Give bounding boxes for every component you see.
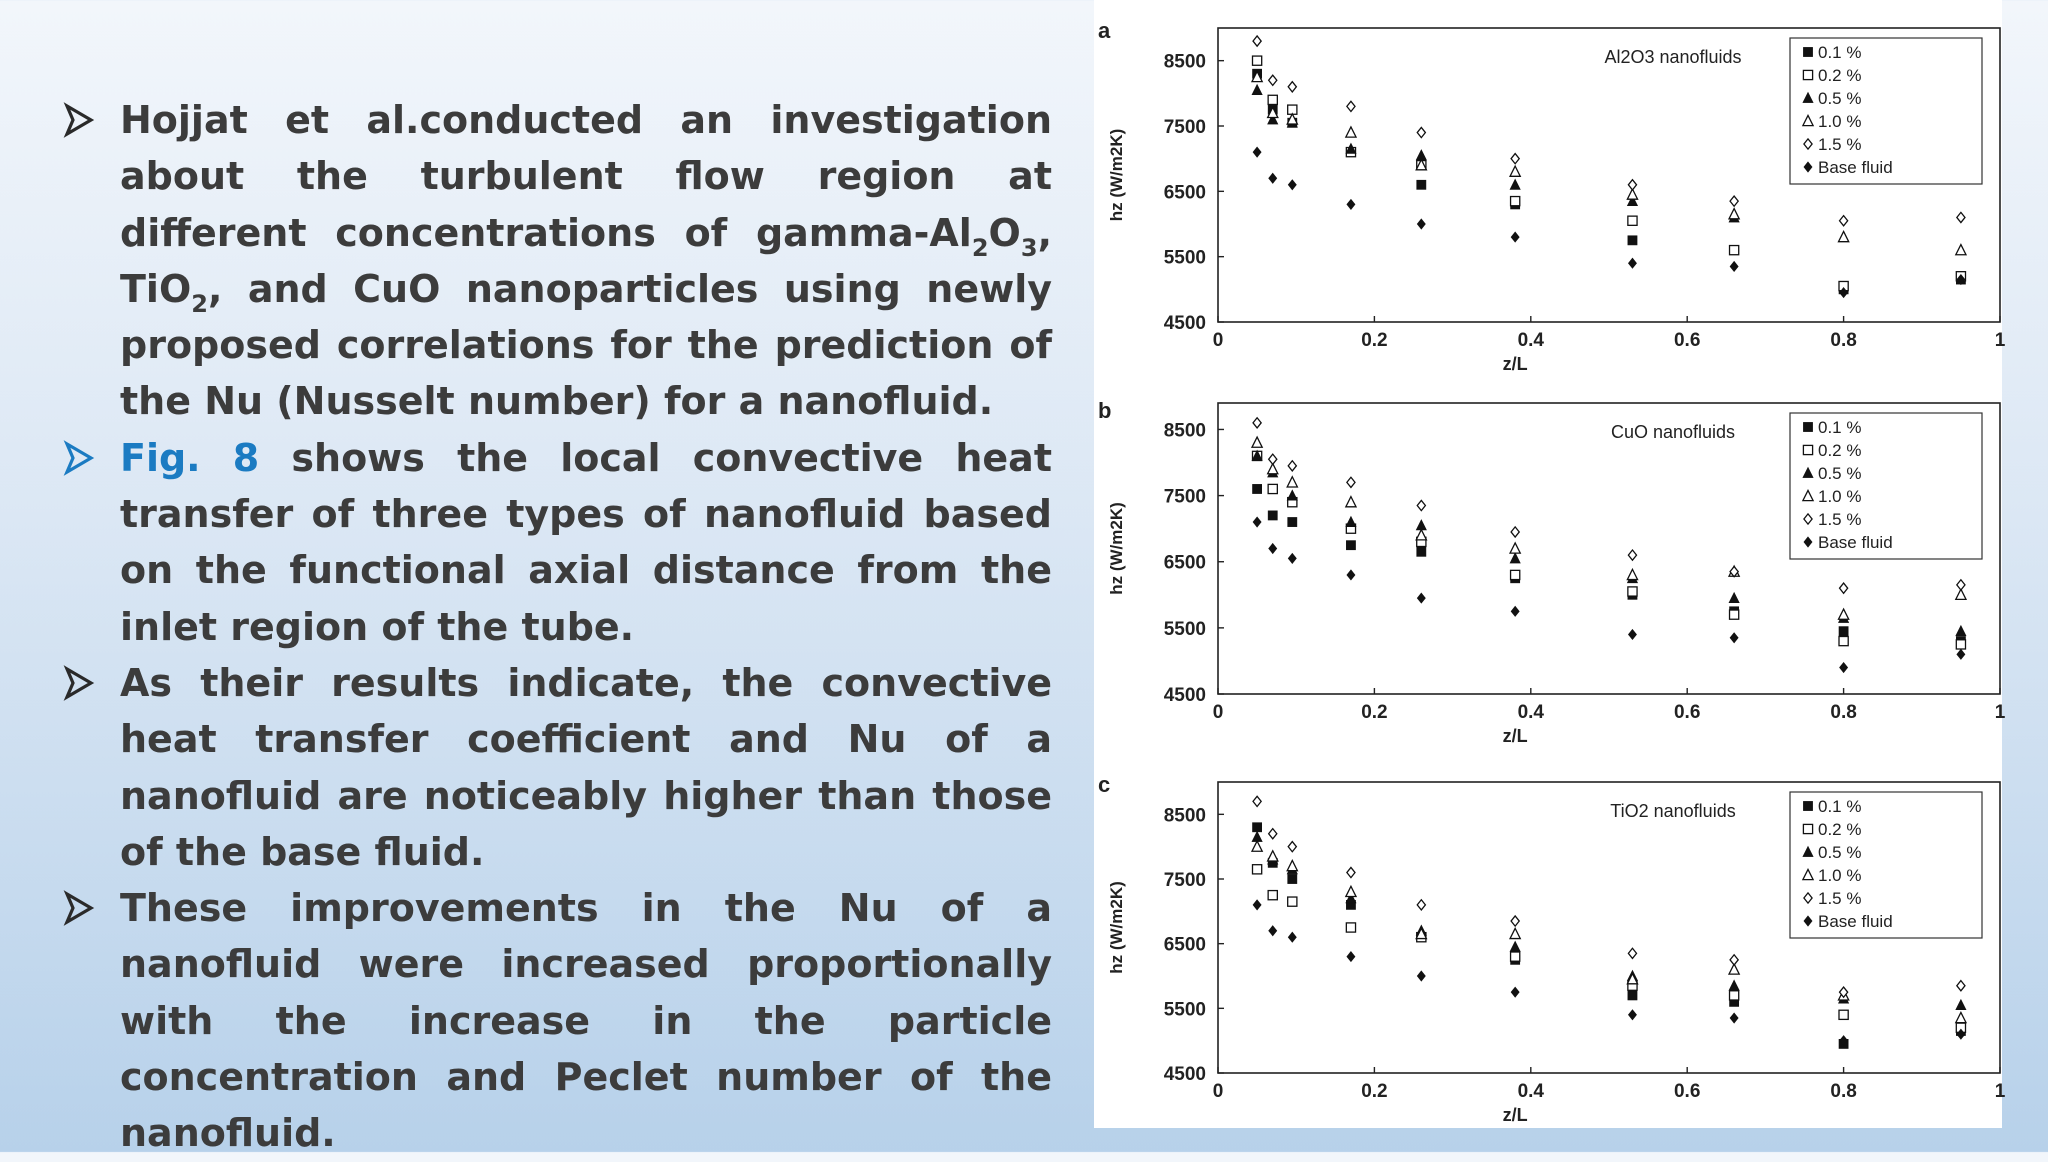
data-point [1268,511,1277,520]
figure-8 [1094,0,2006,1128]
legend-marker [1803,824,1812,833]
data-point [1417,180,1426,189]
data-point [1510,928,1520,938]
data-point [1510,166,1520,176]
data-point [1511,606,1519,616]
y-tick-label: 6500 [1163,552,1206,574]
data-point [1253,147,1261,157]
data-point [1288,180,1296,190]
arrowhead-bullet-icon [64,434,94,482]
data-point [1253,36,1261,46]
data-point [1287,860,1297,870]
data-point [1268,851,1278,861]
data-point [1839,1010,1848,1019]
legend-marker [1803,445,1812,454]
data-point [1957,981,1965,991]
y-tick-label: 4500 [1163,1064,1206,1085]
figure-svg [1094,0,2006,1128]
data-point [1253,796,1261,806]
x-tick-label: 0.8 [1830,330,1857,351]
bullet-item [60,430,1052,655]
y-tick-label: 6500 [1163,934,1206,956]
legend-entry: Base fluid [1818,912,1893,931]
data-point [1730,246,1739,255]
x-tick-label: 1 [1994,702,2006,723]
data-point [1253,484,1262,493]
data-point [1347,952,1355,962]
legend-marker [1803,422,1812,431]
data-point [1252,841,1262,851]
legend-entry: 1.5 % [1818,135,1862,154]
data-point [1628,587,1637,596]
legend-entry: Base fluid [1818,533,1893,552]
data-point [1288,82,1296,92]
data-point [1287,477,1297,487]
data-point [1628,258,1636,268]
y-tick-label: 5500 [1163,999,1206,1021]
data-point [1628,236,1637,245]
slide-text [60,92,1052,1162]
legend-entry: 0.1 % [1818,797,1862,816]
legend-entry: 1.0 % [1818,866,1862,885]
data-point [1628,1010,1636,1020]
bullet-item [60,655,1052,880]
data-point [1628,991,1637,1000]
x-tick-label: 0.4 [1517,702,1545,723]
data-point [1628,629,1636,639]
data-point [1510,553,1520,563]
arrowhead-bullet-icon [64,96,94,144]
data-point [1346,127,1356,137]
legend-entry: Base fluid [1818,158,1893,177]
data-point [1253,517,1261,527]
data-point [1269,454,1277,464]
data-point [1511,952,1520,961]
data-point [1417,127,1425,137]
data-point [1510,543,1520,553]
data-point [1288,461,1296,471]
data-point [1628,550,1636,560]
data-point [1956,1000,1966,1010]
data-point [1839,609,1849,619]
data-point [1839,627,1848,636]
legend-entry: 1.5 % [1818,889,1862,908]
x-tick-label: 0.4 [1517,330,1545,351]
data-point [1730,610,1739,619]
chart-panel-c [1098,772,2006,1125]
legend-entry: 0.1 % [1818,418,1862,437]
data-point [1347,199,1355,209]
y-axis-label: hz (W/m2K) [1107,502,1126,595]
x-axis-label: z/L [1502,354,1528,374]
data-point [1839,636,1848,645]
y-axis-label: hz (W/m2K) [1107,128,1126,222]
x-tick-label: 0.6 [1673,330,1701,351]
panel-label: c [1098,772,1111,797]
x-tick-label: 0.8 [1830,702,1857,723]
data-point [1252,437,1262,447]
data-point [1511,154,1519,164]
data-point [1268,891,1277,900]
data-point [1269,829,1277,839]
data-point [1627,569,1637,579]
data-point [1416,530,1426,540]
data-point [1957,212,1965,222]
x-tick-label: 0 [1212,1081,1224,1102]
x-tick-label: 0 [1212,330,1224,351]
bullet-text: , TiO [120,210,1052,311]
legend-entry: 0.2 % [1818,441,1862,460]
data-point [1628,180,1636,190]
arrowhead-bullet-icon [64,659,94,707]
data-point [1730,1013,1738,1023]
data-point [1253,418,1261,428]
data-point [1730,991,1739,1000]
data-point [1346,541,1355,550]
data-point [1253,56,1262,65]
data-point [1288,553,1296,563]
data-point [1730,633,1738,643]
panel-label: a [1098,18,1111,43]
data-point [1956,245,1966,255]
legend-marker [1803,70,1812,79]
x-tick-label: 0.6 [1673,702,1701,723]
data-point [1288,842,1296,852]
legend-marker [1803,801,1812,810]
data-point [1729,593,1739,603]
data-point [1347,570,1355,580]
chart-title: TiO2 nanofluids [1610,801,1736,821]
y-tick-label: 7500 [1163,870,1206,891]
legend-entry: 1.0 % [1818,112,1862,131]
data-point [1253,823,1262,832]
bullet-text: Hojjat et al.conducted an investigation about the turbulent flow region at different concentrations of gamma-Al [120,98,1052,255]
data-point [1510,179,1520,189]
figure-reference-link[interactable]: Fig. 8 [120,435,260,480]
bullet-text: These improvements in the Nu of a nanofluid were increased proportionally with the increase in the particle concentration and Peclet number of the nanofluid. [120,886,1052,1156]
data-point [1288,897,1297,906]
data-point [1288,932,1296,942]
data-point [1730,955,1738,965]
legend-entry: 0.5 % [1818,843,1862,862]
x-tick-label: 0.4 [1517,1081,1545,1102]
x-tick-label: 1 [1994,330,2006,351]
data-point [1511,570,1520,579]
data-point [1269,926,1277,936]
chart-title: CuO nanofluids [1610,422,1736,442]
data-point [1957,649,1965,659]
data-point [1511,987,1519,997]
chart-panel-a [1098,18,2006,374]
data-point [1347,101,1355,111]
x-tick-label: 0.8 [1830,1081,1857,1102]
data-point [1628,948,1636,958]
data-point [1288,874,1297,883]
data-point [1511,197,1520,206]
data-point [1729,209,1739,219]
data-point [1269,543,1277,553]
data-point [1957,580,1965,590]
subscript: 2 [191,289,208,318]
bullet-text: O [988,210,1021,255]
data-point [1840,216,1848,226]
data-point [1269,173,1277,183]
panel-label: b [1098,398,1112,423]
subscript: 2 [971,233,989,262]
data-point [1347,477,1355,487]
data-point [1628,216,1637,225]
x-tick-label: 1 [1994,1081,2006,1102]
bullet-text: shows the local convective heat transfer of three types of nanofluid based on the functional axial distance from the inlet region of the tube. [120,435,1052,649]
data-point [1511,232,1519,242]
y-tick-label: 8500 [1163,420,1206,442]
chart-title: Al2O3 nanofluids [1604,47,1742,67]
data-point [1268,95,1277,104]
data-point [1730,261,1738,271]
arrowhead-bullet-icon [64,884,94,932]
y-tick-label: 5500 [1163,618,1206,640]
data-point [1346,923,1355,932]
legend-marker [1803,47,1812,56]
x-tick-label: 0.2 [1361,1081,1388,1102]
data-point [1346,516,1356,526]
y-tick-label: 8500 [1163,805,1206,827]
bullet-text: , and CuO nanoparticles using newly proposed correlations for the prediction of the Nu (Nusselt number) for a nanofluid. [120,266,1052,424]
chart-panel-b [1098,398,2006,746]
bullet-item [60,880,1052,1161]
legend-entry: 0.2 % [1818,66,1862,85]
y-axis-label: hz (W/m2K) [1107,881,1126,974]
data-point [1840,583,1848,593]
data-point [1511,527,1519,537]
data-point [1346,497,1356,507]
data-point [1287,490,1297,500]
data-point [1417,971,1425,981]
data-point [1417,593,1425,603]
y-tick-label: 7500 [1163,117,1206,138]
data-point [1730,196,1738,206]
data-point [1346,886,1356,896]
subscript: 3 [1020,233,1038,262]
data-point [1417,219,1425,229]
x-tick-label: 0.2 [1361,330,1388,351]
legend-entry: 1.0 % [1818,487,1862,506]
y-tick-label: 4500 [1163,313,1206,334]
bullet-item [60,92,1052,430]
data-point [1417,547,1426,556]
data-point [1253,865,1262,874]
data-point [1840,662,1848,672]
legend-entry: 1.5 % [1818,510,1862,529]
data-point [1839,231,1849,241]
data-point [1956,626,1966,636]
x-axis-label: z/L [1502,726,1528,746]
data-point [1510,941,1520,951]
legend-entry: 0.5 % [1818,89,1862,108]
data-point [1268,484,1277,493]
y-tick-label: 8500 [1163,51,1206,73]
legend-entry: 0.5 % [1818,464,1862,483]
y-tick-label: 6500 [1163,182,1206,204]
data-point [1729,980,1739,990]
data-point [1252,84,1262,94]
y-tick-label: 4500 [1163,685,1206,706]
x-tick-label: 0.6 [1673,1081,1701,1102]
data-point [1956,1012,1966,1022]
data-point [1288,517,1297,526]
x-tick-label: 0.2 [1361,702,1388,723]
data-point [1253,900,1261,910]
data-point [1417,900,1425,910]
data-point [1956,640,1965,649]
x-tick-label: 0 [1212,702,1224,723]
bullet-text: As their results indicate, the convective heat transfer coefficient and Nu of a nanofluid are noticeably higher than those of the base fluid. [120,660,1052,874]
legend-entry: 0.1 % [1818,43,1862,62]
legend-entry: 0.2 % [1818,820,1862,839]
data-point [1511,916,1519,926]
data-point [1347,867,1355,877]
x-axis-label: z/L [1502,1105,1528,1125]
y-tick-label: 7500 [1163,486,1206,508]
data-point [1417,500,1425,510]
y-tick-label: 5500 [1163,247,1206,269]
data-point [1269,75,1277,85]
